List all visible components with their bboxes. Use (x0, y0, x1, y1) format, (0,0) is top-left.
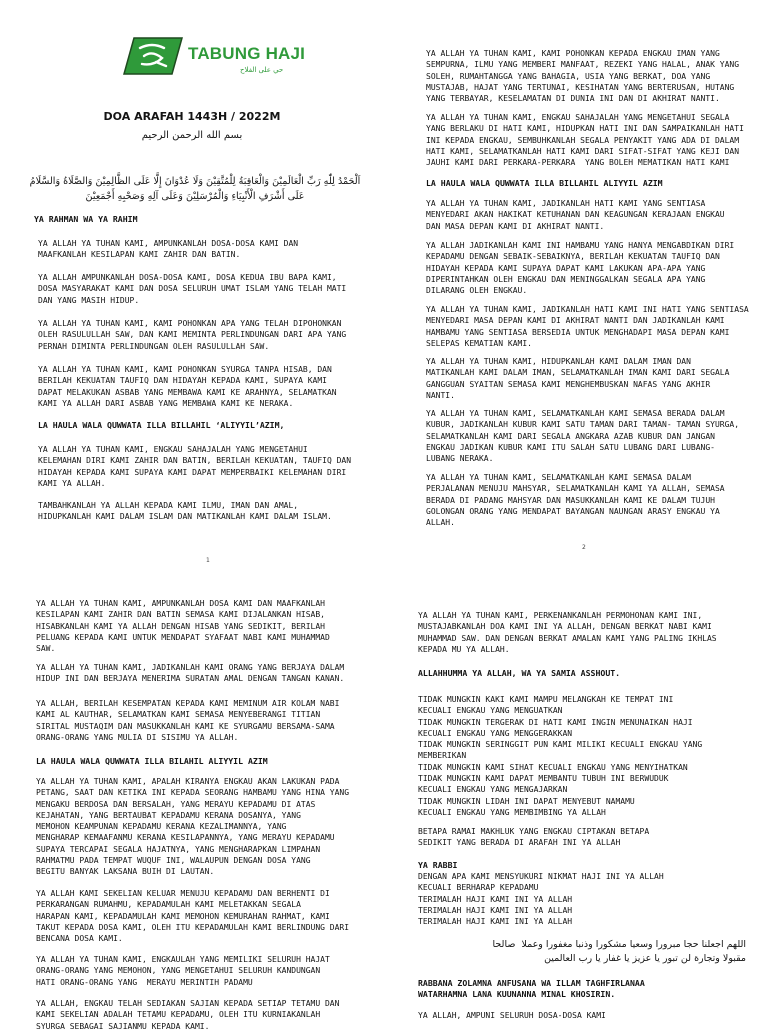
prayer-paragraph: TAMBAHKANLAH YA ALLAH KEPADA KAMI ILMU, IMAN DAN AMAL, HIDUPKANLAH KAMI DALAM ISLAM DAN MATIKANLAH KAMI DALAM ISLAM. (38, 501, 332, 522)
prayer-paragraph: YA ALLAH YA TUHAN KAMI, APALAH KIRANYA ENGKAU AKAN LAKUKAN PADA PETANG, SAAT DAN KETIKA INI KEPADA SEORANG HAMBAMU YANG HINA YANG MENGAKU BERDOSA DAN BERSALAH, YANG MERAYU KEPADAMU DI ATAS KEJAHATAN, YANG BERTAUBAT KEPADAMU KERANA DOSANYA, YANG MEMOHON KEAMPUNAN KEPADAMU KERANA KEZALIMANNYA, YANG MENGHARAP KEMAAFANMU KERANA KESILAPANNYA, YANG MERAYU KEPADAMU SUPAYA TERCAPAI SEGALA HAJATNYA, YANG MENGHARAPKAN LIMPAHAN RAHMATMU PADA TEMPAT WUQUF INI, WALAUPUN DENGAN DOSA YANG BEGITU BANYAK LAKSANA BUIH DI LAUTAN. (36, 777, 350, 877)
prayer-paragraph: YA ALLAH, ENGKAU TELAH SEDIAKAN SAJIAN KEPADA SETIAP TETAMU DAN KAMI SEKELIAN ADALAH TETAMU KEPADAMU, OLEH ITU KURNIAKANLAH SYURGA SEBAGAI SAJIANMU KEPADA KAMI. (36, 999, 340, 1031)
section-heading: YA RAHMAN WA YA RAHIM (34, 214, 138, 224)
prayer-paragraph: YA ALLAH YA TUHAN KAMI, JADIKANLAH HATI KAMI INI HATI YANG SENTIASA MENYEDARI MASA DEPAN KAMI DI AKHIRAT NANTI DAN JADIKANLAH KAMI HAMBAMU YANG SENTIASA BERSEDIA UNTUK MENGHADAPI MASA DEPAN KAMI SELEPAS KEMATIAN KAMI. (426, 305, 749, 348)
prayer-paragraph: YA ALLAH YA TUHAN KAMI, KAMI POHONKAN SYURGA TANPA HISAB, DAN BERILAH KEKUATAN TAUFIQ DAN HIDAYAH KEPADA KAMI, SUPAYA KAMI DAPAT MELAKUKAN ASBAB YANG MEMBAWA KAMI KE ARAHNYA, SELAMATKAN KAMI YA ALLAH DARI ASBAB YANG MEMBAWA KAMI KE NERAKA. (38, 365, 337, 408)
prayer-paragraph: YA ALLAH JADIKANLAH KAMI INI HAMBAMU YANG HANYA MENGABDIKAN DIRI KEPADAMU DENGAN SEBAIK-SEBAIKNYA, BERILAH KEKUATAN TAUFIQ DAN HIDAYAH KEPADA KAMI SUPAYA DAPAT KAMI LAKUKAN APA-APA YANG DIPERINTAHKAN OLEH ENGKAU DAN MENINGGALKAN SEGALA APA YANG DILARANG OLEH ENGKAU. (426, 241, 735, 296)
tabung-haji-emblem-icon (122, 36, 184, 76)
logo-tagline: حي على الفلاح (240, 66, 284, 74)
document-page-4 (384, 576, 768, 1024)
document-page-1 (0, 0, 384, 576)
section-heading: LA HAULA WALA QUWWATA ILLA BILLAHIL ALIYYIL AZIM (426, 178, 663, 188)
prayer-paragraph: DENGAN APA KAMI MENSYUKURI NIKMAT HAJI INI YA ALLAH KECUALI BERHARAP KEPADAMU TERIMALAH HAJI KAMI INI YA ALLAH TERIMALAH HAJI KAMI INI YA ALLAH TERIMALAH HAJI KAMI INI YA ALLAH (418, 872, 664, 927)
prayer-paragraph: YA ALLAH YA TUHAN KAMI, SELAMATKANLAH KAMI SEMASA BERADA DALAM KUBUR, JADIKANLAH KUBUR KAMI SATU TAMAN DARI TAMAN- TAMAN SYURGA, SELAMATKANLAH KAMI DARI SEGALA ANGKARA AZAB KUBUR DAN JANGAN ENGKAU JADIKAN KUBUR KAMI ITU SALAH SATU LUBANG DARI LUBANG- LUBANG NERAKA. (426, 409, 740, 464)
prayer-paragraph: BETAPA RAMAI MAKHLUK YANG ENGKAU CIPTAKAN BETAPA SEDIKIT YANG BERADA DI ARAFAH INI YA ALLAH (418, 827, 650, 848)
document-page-3 (0, 576, 384, 1031)
prayer-paragraph: YA ALLAH YA TUHAN KAMI, ENGKAULAH YANG MEMILIKI SELURUH HAJAT ORANG-ORANG YANG MEMOHON, YANG MENGETAHUI SELURUH KANDUNGAN HATI ORANG-ORANG YANG MERAYU MERINTIH PADAMU (36, 955, 330, 987)
section-heading: LA HAULA WALA QUWWATA ILLA BILLAHIL ‘ALIYYIL’AZIM, (38, 420, 285, 430)
section-heading: RABBANA ZOLAMNA ANFUSANA WA ILLAM TAGHFIRLANAA WATARHAMNA LANA KUUNANNA MINAL KHOSIRIN. (418, 978, 645, 1000)
affirmation-list: TIDAK MUNGKIN KAKI KAMI MAMPU MELANGKAH KE TEMPAT INI KECUALI ENGKAU YANG MENGUATKAN TIDAK MUNGKIN TERGERAK DI HATI KAMI INGIN MENUNAIKAN HAJI KECUALI ENGKAU YANG MENGGERAKKAN TIDAK MUNGKIN SERINGGIT PUN KAMI MILIKI KECUALI ENGKAU YANG MEMBERIKAN TIDAK MUNGKIN KAMI SIHAT KECUALI ENGKAU YANG MENYIHATKAN TIDAK MUNGKIN KAMI DAPAT MEMBANTU TUBUH INI BERWUDUK KECUALI ENGKAU YANG MENGAJARKAN TIDAK MUNGKIN LIDAH INI DAPAT MENYEBUT NAMAMU KECUALI ENGKAU YANG MEMBIMBING YA ALLAH (418, 695, 703, 817)
closing-arabic-text: اللهم اجعلنا حجا مبرورا وسعيا مشكورا وذنبا مغفورا وعملا صالحا مقبولا وتجارة لن تبور يا عزيز يا غفار يا رب العالمين (492, 939, 746, 964)
section-heading: LA HAULA WALA QUWWATA ILLA BILAHIL ALIYYIL AZIM (36, 756, 268, 766)
prayer-paragraph: YA ALLAH YA TUHAN KAMI, KAMI POHONKAN APA YANG TELAH DIPOHONKAN OLEH RASULULLAH SAW, DAN KAMI MEMINTA PERLINDUNGAN DARI APA YANG PERNAH DIMINTA PERLINDUNGAN OLEH RASULULLAH SAW. (38, 319, 347, 351)
basmalah: بسم الله الرحمن الرحيم (141, 130, 243, 141)
prayer-paragraph: YA ALLAH YA TUHAN KAMI, HIDUPKANLAH KAMI DALAM IMAN DAN MATIKANLAH KAMI DALAM IMAN, SELAMATKANLAH IMAN KAMI DARI SEGALA GANGGUAN SYAITAN SEMASA KAMI MENGHEMBUSKAN NAFAS YANG AKHIR NANTI. (426, 357, 730, 400)
prayer-paragraph: YA ALLAH YA TUHAN KAMI, AMPUNKANLAH DOSA KAMI DAN MAAFKANLAH KESILAPAN KAMI ZAHIR DAN BATIN SEMASA KAMI DIJALANKAN HISAB, HISABKANLAH KAMI YA ALLAH DENGAN HISAB YANG SEDIKIT, BERILAH PELUANG KEPADA KAMI UNTUK MENDAPAT SYAFAAT NABI KAMI MUHAMMAD SAW. (36, 599, 330, 654)
document-page-2 (384, 0, 768, 576)
prayer-paragraph: YA ALLAH YA TUHAN KAMI, PERKENANKANLAH PERMOHONAN KAMI INI, MUSTAJABKANLAH DOA KAMI INI YA ALLAH, DENGAN BERKAT NABI KAMI MUHAMMAD SAW. DAN DENGAN BERKAT AMALAN KAMI YANG PALING IKHLAS KEPADA MU YA ALLAH. (418, 611, 717, 654)
prayer-paragraph: YA ALLAH YA TUHAN KAMI, JADIKANLAH HATI KAMI YANG SENTIASA MENYEDARI AKAN HAKIKAT KETUHANAN DAN KEAGUNGAN KERAJAAN ENGKAU DAN MASA DEPAN KAMI DI AKHIRAT NANTI. (426, 199, 725, 231)
opening-arabic-text: اَلْحَمْدُ لِلّٰهِ رَبِّ الْعَالَمِيْنَ وَالْعَاقِبَةُ لِلْمُتَّقِيْنَ وَلَا عُدْوَانَ إِلَّا عَلَى الظَّالِمِيْنَ وَالصَّلَاةُ وَالسَّلَامُ عَلَى أَشْرَفِ الْأَنْبِيَاءِ وَالْمُرْسَلِيْنَ وَعَلَى آلِهِ وَصَحْبِهِ أَجْمَعِيْنَ (29, 176, 361, 202)
prayer-paragraph: YA ALLAH YA TUHAN KAMI, SELAMATKANLAH KAMI SEMASA DALAM PERJALANAN MENUJU MAHSYAR, SELAMATKANLAH KAMI YA ALLAH, SEMASA BERADA DI PADANG MAHSYAR DAN MASUKKANLAH KAMI KE DALAM TUJUH GOLONGAN ORANG YANG MENDAPAT BAYANGAN NAUNGAN ARASY ENGKAU YA ALLAH. (426, 473, 725, 528)
section-heading: ALLAHHUMMA YA ALLAH, WA YA SAMIA ASSHOUT. (418, 668, 621, 678)
prayer-paragraph: YA ALLAH, AMPUNI SELURUH DOSA-DOSA KAMI (418, 1011, 606, 1020)
page-title: DOA ARAFAH 1443H / 2022M (103, 110, 281, 123)
logo-wordmark: TABUNG HAJI (188, 44, 306, 63)
prayer-paragraph: YA ALLAH YA TUHAN KAMI, KAMI POHONKAN KEPADA ENGKAU IMAN YANG SEMPURNA, ILMU YANG MEMBERI MANFAAT, REZEKI YANG HALAL, ANAK YANG SOLEH, RUMAHTANGGA YANG BAHAGIA, USIA YANG BERKAT, DOA YANG MUSTAJAB, HAJAT YANG TERTUNAI, KESIHATAN YANG BERTERUSAN, HUTANG YANG TERBAYAR, KESELAMATAN DI DUNIA INI DAN DI AKHIRAT NANTI. (426, 49, 740, 104)
prayer-paragraph: YA ALLAH YA TUHAN KAMI, JADIKANLAH KAMI ORANG YANG BERJAYA DALAM HIDUP INI DAN BERJAYA MENERIMA SURATAN AMAL DENGAN TANGAN KANAN. (36, 663, 345, 684)
prayer-paragraph: YA ALLAH YA TUHAN KAMI, ENGKAU SAHAJALAH YANG MENGETAHUI KELEMAHAN DIRI KAMI ZAHIR DAN BATIN, BERILAH KEKUATAN, TAUFIQ DAN HIDAYAH KEPADA KAMI SUPAYA KAMI DAPAT MEMPERBAIKI KELEMAHAN DIRI KAMI YA ALLAH. (38, 445, 352, 488)
prayer-paragraph: YA ALLAH KAMI SEKELIAN KELUAR MENUJU KEPADAMU DAN BERHENTI DI PERKARANGAN RUMAHMU, KEPADAMULAH KAMI MELETAKKAN SEGALA HARAPAN KAMI, KEPADAMULAH KAMI MEMOHON KEMURAHAN RAHMAT, KAMI TAKUT KEPADA DOSA KAMI, OLEH ITU KEPADAMULAH KAMI BERLINDUNG DARI BENCANA DOSA KAMI. (36, 889, 350, 944)
section-heading: YA RABBI (418, 860, 458, 870)
page-number: 2 (582, 544, 586, 551)
tabung-haji-logo (122, 36, 322, 80)
prayer-paragraph: YA ALLAH AMPUNKANLAH DOSA-DOSA KAMI, DOSA KEDUA IBU BAPA KAMI, DOSA MASYARAKAT KAMI DAN DOSA SELURUH UMAT ISLAM YANG TELAH MATI DAN YANG MASIH HIDUP. (38, 273, 347, 305)
page-number: 1 (206, 557, 210, 564)
prayer-paragraph: YA ALLAH YA TUHAN KAMI, AMPUNKANLAH DOSA-DOSA KAMI DAN MAAFKANLAH KESILAPAN KAMI ZAHIR DAN BATIN. (38, 239, 299, 260)
prayer-paragraph: YA ALLAH YA TUHAN KAMI, ENGKAU SAHAJALAH YANG MENGETAHUI SEGALA YANG BERLAKU DI HATI KAMI, HIDUPKAN HATI INI DAN SAMPAIKANLAH HATI INI KEPADA ENGKAU, SEMBUHKANLAH SEGALA PENYAKIT YANG ADA DI DALAM HATI KAMI, SELAMATKANLAH HATI KAMI DARI SIFAT-SIFAT YANG KEJI DAN JAUHI KAMI DARI PERKARA-PERKARA YANG BOLEH MEMATIKAN HATI KAMI (426, 113, 744, 168)
prayer-paragraph: YA ALLAH, BERILAH KESEMPATAN KEPADA KAMI MEMINUM AIR KOLAM NABI KAMI AL KAUTHAR, SELAMATKAN KAMI SEMASA MENYEBERANGI TITIAN SIRITAL MUSTAQIM DAN MASUKKANLAH KAMI KE SYURGAMU BERSAMA-SAMA ORANG-ORANG YANG MULIA DI SISIMU YA ALLAH. (36, 699, 340, 742)
